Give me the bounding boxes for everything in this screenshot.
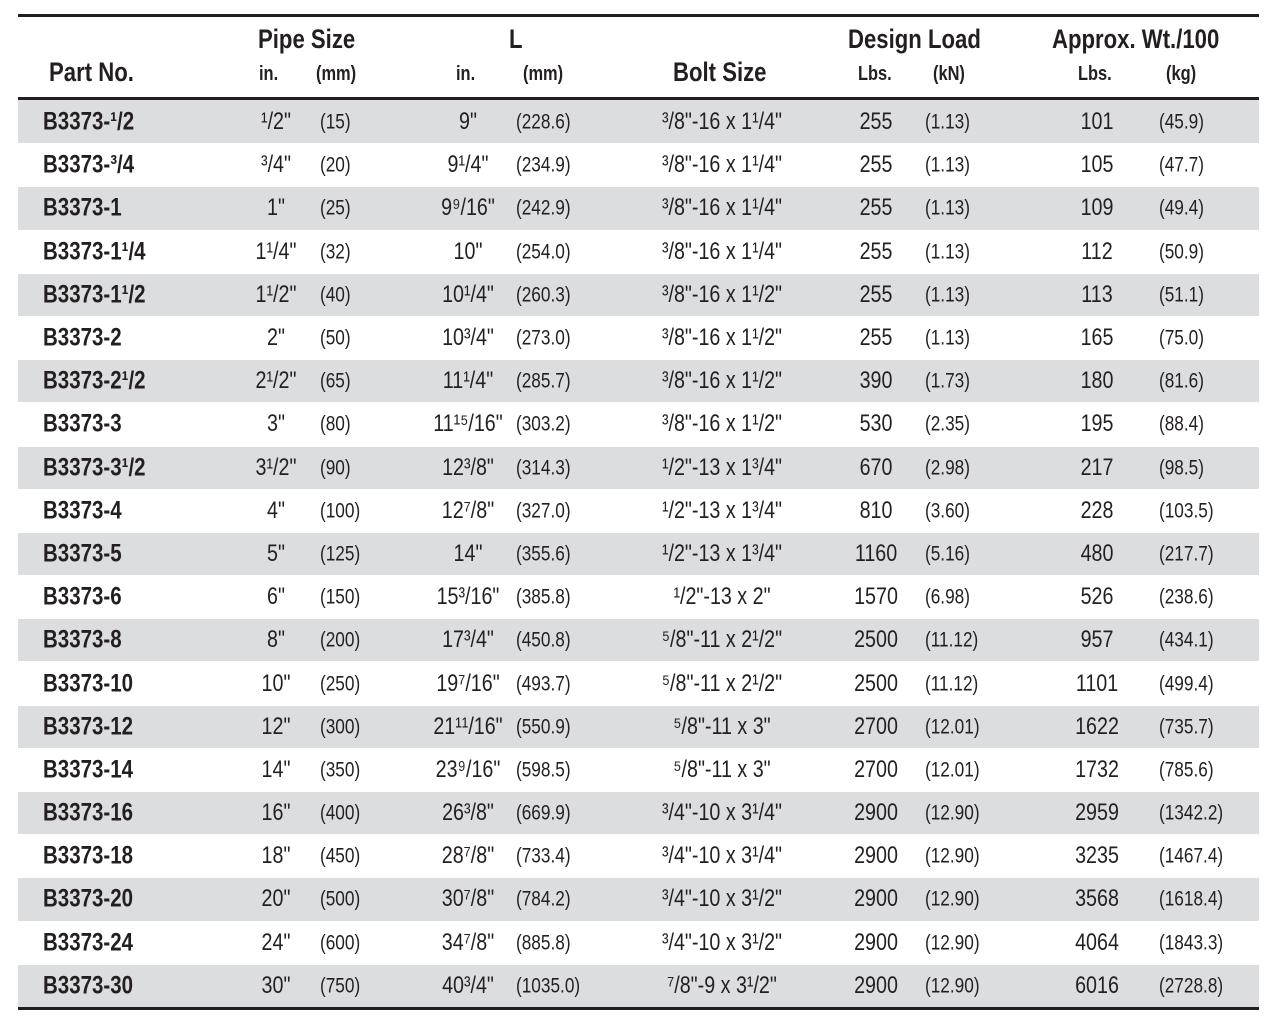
table-row (18, 402, 1259, 445)
cell-part-no: B3373-12 (43, 712, 134, 741)
cell-load-lbs: 255 (859, 324, 893, 352)
cell-l-in: 12³/8" (442, 453, 494, 481)
table-row (18, 877, 1259, 920)
cell-l-in: 12⁷/8" (441, 496, 495, 524)
cell-load-kn: (12.01) (925, 758, 980, 782)
cell-l-mm: (450.8) (516, 628, 571, 652)
cell-pipe-in: 12" (261, 712, 291, 740)
header-load-kn: (kN) (933, 63, 965, 85)
table-row (18, 618, 1259, 661)
cell-load-lbs: 255 (859, 280, 893, 308)
cell-l-mm: (598.5) (516, 758, 571, 782)
cell-pipe-mm: (500) (320, 887, 361, 911)
cell-wt-kg: (49.4) (1159, 196, 1204, 220)
cell-pipe-in: 1¹/2" (255, 280, 297, 308)
cell-wt-kg: (1342.2) (1159, 801, 1224, 825)
cell-load-kn: (1.13) (925, 110, 970, 134)
cell-wt-kg: (1843.3) (1159, 931, 1224, 955)
cell-load-kn: (12.90) (925, 844, 980, 868)
cell-wt-lbs: 112 (1081, 237, 1113, 265)
cell-bolt-size: ⁵/8"-11 x 3" (673, 755, 771, 783)
cell-pipe-in: 1" (267, 194, 285, 222)
cell-wt-kg: (45.9) (1159, 110, 1204, 134)
cell-part-no: B3373-10 (43, 669, 134, 698)
cell-l-in: 30⁷/8" (441, 885, 495, 913)
cell-wt-lbs: 957 (1080, 626, 1114, 654)
cell-part-no: B3373-2 (43, 323, 122, 352)
cell-load-kn: (11.12) (925, 628, 979, 652)
table-row (18, 705, 1259, 748)
cell-load-lbs: 530 (859, 410, 893, 438)
cell-load-kn: (6.98) (925, 585, 970, 609)
cell-part-no: B3373-1¹/4 (43, 237, 146, 266)
cell-wt-kg: (434.1) (1159, 628, 1214, 652)
cell-wt-lbs: 228 (1080, 496, 1114, 524)
cell-load-kn: (1.13) (925, 196, 970, 220)
table-row (18, 100, 1259, 143)
cell-bolt-size: ⁵/8"-11 x 2¹/2" (661, 669, 783, 697)
cell-part-no: B3373-3 (43, 409, 122, 438)
cell-part-no: B3373-18 (43, 841, 134, 870)
cell-pipe-mm: (40) (320, 283, 351, 307)
cell-wt-lbs: 109 (1080, 194, 1114, 222)
cell-l-in: 10¹/4" (442, 280, 494, 308)
cell-wt-lbs: 217 (1080, 453, 1114, 481)
cell-bolt-size: ⁵/8"-11 x 2¹/2" (661, 626, 783, 654)
cell-bolt-size: ³/8"-16 x 1¹/4" (661, 107, 783, 135)
cell-wt-lbs: 165 (1080, 324, 1114, 352)
cell-l-mm: (355.6) (516, 542, 571, 566)
cell-l-mm: (493.7) (516, 672, 571, 696)
cell-l-in: 9" (459, 107, 477, 135)
cell-load-lbs: 2900 (854, 971, 898, 999)
cell-pipe-in: 2" (267, 324, 285, 352)
cell-bolt-size: ¹/2"-13 x 1³/4" (661, 539, 783, 567)
header-weight: Approx. Wt./100 (1052, 24, 1220, 54)
cell-l-mm: (242.9) (516, 196, 571, 220)
cell-wt-lbs: 6016 (1075, 971, 1119, 999)
cell-pipe-mm: (200) (320, 628, 361, 652)
table-row (18, 748, 1259, 791)
cell-l-in: 9⁹/16" (441, 194, 495, 222)
cell-part-no: B3373-16 (43, 798, 134, 827)
cell-l-mm: (260.3) (516, 283, 571, 307)
cell-l-in: 34⁷/8" (441, 928, 495, 956)
cell-wt-kg: (238.6) (1159, 585, 1214, 609)
header-pipe-size: Pipe Size (258, 24, 356, 54)
cell-wt-lbs: 3568 (1075, 885, 1119, 913)
cell-pipe-in: ³/4" (261, 151, 291, 179)
cell-pipe-in: ¹/2" (261, 107, 291, 135)
cell-part-no: B3373-5 (43, 539, 122, 568)
cell-load-lbs: 255 (859, 237, 893, 265)
cell-load-kn: (12.90) (925, 974, 980, 998)
cell-l-in: 19⁷/16" (436, 669, 500, 697)
cell-load-kn: (3.60) (925, 499, 970, 523)
cell-pipe-mm: (600) (320, 931, 361, 955)
cell-l-mm: (1035.0) (516, 974, 581, 998)
cell-load-lbs: 390 (859, 367, 893, 395)
cell-pipe-mm: (20) (320, 153, 351, 177)
cell-bolt-size: ⁵/8"-11 x 3" (673, 712, 771, 740)
cell-pipe-in: 14" (261, 755, 291, 783)
cell-load-kn: (12.90) (925, 931, 980, 955)
cell-pipe-in: 6" (267, 583, 285, 611)
header-l: L (509, 24, 523, 54)
cell-bolt-size: ³/8"-16 x 1¹/2" (661, 367, 783, 395)
table-row (18, 186, 1259, 229)
cell-part-no: B3373-2¹/2 (43, 366, 146, 395)
cell-wt-kg: (88.4) (1159, 412, 1204, 436)
cell-load-kn: (1.13) (925, 240, 970, 264)
cell-l-in: 21¹¹/16" (433, 712, 503, 740)
cell-bolt-size: ³/4"-10 x 3¹/2" (661, 928, 783, 956)
table-row (18, 359, 1259, 402)
cell-l-mm: (254.0) (516, 240, 571, 264)
cell-bolt-size: ¹/2"-13 x 1³/4" (661, 453, 783, 481)
cell-pipe-mm: (125) (320, 542, 361, 566)
cell-wt-kg: (2728.8) (1159, 974, 1224, 998)
cell-part-no: B3373-30 (43, 971, 134, 1000)
table-row (18, 446, 1259, 489)
cell-wt-kg: (103.5) (1159, 499, 1214, 523)
cell-part-no: B3373-20 (43, 884, 134, 913)
cell-l-mm: (234.9) (516, 153, 571, 177)
cell-bolt-size: ³/8"-16 x 1¹/2" (661, 324, 783, 352)
cell-l-mm: (385.8) (516, 585, 571, 609)
cell-wt-lbs: 113 (1081, 280, 1113, 308)
cell-pipe-in: 24" (261, 928, 291, 956)
header-l-in: in. (456, 63, 476, 85)
header-pipe-mm: (mm) (316, 63, 357, 85)
table-row (18, 532, 1259, 575)
table-row (18, 230, 1259, 273)
cell-l-mm: (733.4) (516, 844, 571, 868)
cell-part-no: B3373-¹/2 (43, 107, 135, 136)
cell-wt-lbs: 195 (1080, 410, 1114, 438)
table-row (18, 964, 1259, 1007)
cell-load-lbs: 810 (859, 496, 893, 524)
cell-l-mm: (669.9) (516, 801, 571, 825)
cell-load-lbs: 2900 (854, 885, 898, 913)
cell-pipe-mm: (25) (320, 196, 351, 220)
cell-load-kn: (1.13) (925, 283, 970, 307)
cell-wt-lbs: 526 (1080, 583, 1114, 611)
cell-load-kn: (1.73) (925, 369, 970, 393)
cell-wt-lbs: 480 (1080, 539, 1114, 567)
cell-pipe-mm: (150) (320, 585, 361, 609)
table-row (18, 834, 1259, 877)
cell-part-no: B3373-1¹/2 (43, 280, 146, 309)
cell-pipe-mm: (350) (320, 758, 361, 782)
cell-load-lbs: 2500 (854, 669, 898, 697)
cell-pipe-in: 3" (267, 410, 285, 438)
cell-load-lbs: 2700 (854, 755, 898, 783)
cell-load-kn: (12.90) (925, 887, 980, 911)
cell-load-lbs: 255 (859, 194, 893, 222)
cell-pipe-in: 3¹/2" (255, 453, 297, 481)
cell-part-no: B3373-3¹/2 (43, 453, 146, 482)
cell-bolt-size: ¹/2"-13 x 1³/4" (661, 496, 783, 524)
cell-pipe-in: 5" (267, 539, 285, 567)
cell-part-no: B3373-6 (43, 582, 122, 611)
cell-pipe-mm: (750) (320, 974, 361, 998)
cell-wt-lbs: 180 (1080, 367, 1114, 395)
cell-load-kn: (2.35) (925, 412, 970, 436)
cell-l-mm: (885.8) (516, 931, 571, 955)
cell-wt-lbs: 105 (1080, 151, 1114, 179)
cell-pipe-in: 18" (261, 842, 291, 870)
cell-bolt-size: ³/8"-16 x 1¹/2" (661, 410, 783, 438)
cell-pipe-mm: (400) (320, 801, 361, 825)
cell-part-no: B3373-24 (43, 928, 134, 957)
table-row (18, 575, 1259, 618)
cell-wt-kg: (785.6) (1159, 758, 1214, 782)
cell-l-mm: (784.2) (516, 887, 571, 911)
cell-part-no: B3373-8 (43, 625, 122, 654)
cell-bolt-size: ³/4"-10 x 3¹/4" (661, 842, 783, 870)
cell-l-in: 11¹⁵/16" (433, 410, 503, 438)
cell-pipe-mm: (65) (320, 369, 351, 393)
cell-l-in: 26³/8" (442, 799, 494, 827)
cell-l-in: 17³/4" (442, 626, 494, 654)
cell-pipe-mm: (450) (320, 844, 361, 868)
table-row (18, 316, 1259, 359)
header-wt-kg: (kg) (1166, 63, 1197, 85)
cell-wt-lbs: 3235 (1075, 842, 1119, 870)
cell-part-no: B3373-1 (43, 193, 122, 222)
cell-pipe-in: 2¹/2" (255, 367, 297, 395)
cell-l-in: 15³/16" (436, 583, 500, 611)
cell-wt-kg: (75.0) (1159, 326, 1204, 350)
cell-l-in: 10³/4" (442, 324, 494, 352)
table-header (18, 17, 1259, 100)
cell-pipe-mm: (80) (320, 412, 351, 436)
cell-wt-kg: (47.7) (1159, 153, 1204, 177)
cell-bolt-size: ⁷/8"-9 x 3¹/2" (667, 971, 777, 999)
table-row (18, 489, 1259, 532)
header-pipe-in: in. (259, 63, 279, 85)
cell-wt-kg: (1618.4) (1159, 887, 1224, 911)
cell-wt-kg: (51.1) (1159, 283, 1204, 307)
cell-load-lbs: 255 (859, 151, 893, 179)
cell-pipe-in: 4" (267, 496, 285, 524)
cell-bolt-size: ³/8"-16 x 1¹/4" (661, 194, 783, 222)
cell-l-in: 9¹/4" (447, 151, 489, 179)
cell-part-no: B3373-4 (43, 496, 122, 525)
cell-wt-lbs: 1732 (1075, 755, 1119, 783)
cell-wt-lbs: 101 (1080, 107, 1114, 135)
cell-wt-lbs: 4064 (1075, 928, 1119, 956)
header-l-mm: (mm) (523, 63, 564, 85)
table-row (18, 273, 1259, 316)
cell-wt-lbs: 2959 (1075, 799, 1119, 827)
spec-table (18, 14, 1259, 1010)
table-body (18, 100, 1259, 1007)
cell-l-mm: (314.3) (516, 456, 571, 480)
header-design-load: Design Load (848, 24, 981, 54)
cell-pipe-in: 8" (267, 626, 285, 654)
cell-wt-kg: (50.9) (1159, 240, 1204, 264)
cell-pipe-mm: (32) (320, 240, 351, 264)
cell-wt-kg: (499.4) (1159, 672, 1214, 696)
cell-load-lbs: 2900 (854, 928, 898, 956)
cell-wt-kg: (81.6) (1159, 369, 1204, 393)
cell-pipe-in: 1¹/4" (255, 237, 297, 265)
cell-pipe-in: 10" (261, 669, 291, 697)
cell-pipe-mm: (50) (320, 326, 351, 350)
cell-wt-lbs: 1622 (1075, 712, 1119, 740)
cell-pipe-in: 30" (261, 971, 291, 999)
cell-wt-kg: (1467.4) (1159, 844, 1224, 868)
cell-load-kn: (1.13) (925, 153, 970, 177)
table-row (18, 791, 1259, 834)
cell-part-no: B3373-14 (43, 755, 134, 784)
cell-wt-kg: (98.5) (1159, 456, 1204, 480)
cell-load-lbs: 2500 (854, 626, 898, 654)
table-row (18, 921, 1259, 964)
cell-pipe-mm: (250) (320, 672, 361, 696)
cell-pipe-in: 16" (261, 799, 291, 827)
cell-load-kn: (11.12) (925, 672, 979, 696)
cell-l-in: 23⁹/16" (435, 755, 501, 783)
table-row (18, 143, 1259, 186)
cell-pipe-mm: (90) (320, 456, 351, 480)
cell-l-in: 14" (453, 539, 483, 567)
cell-load-lbs: 1160 (854, 539, 898, 567)
cell-pipe-mm: (300) (320, 715, 361, 739)
cell-bolt-size: ³/4"-10 x 3¹/4" (661, 799, 783, 827)
cell-l-in: 10" (453, 237, 483, 265)
cell-load-lbs: 2900 (854, 842, 898, 870)
header-load-lbs: Lbs. (858, 63, 892, 85)
cell-load-lbs: 255 (859, 107, 893, 135)
table-row (18, 661, 1259, 704)
cell-l-in: 40³/4" (442, 971, 494, 999)
cell-l-mm: (303.2) (516, 412, 571, 436)
cell-bolt-size: ³/4"-10 x 3¹/2" (661, 885, 783, 913)
cell-l-in: 28⁷/8" (441, 842, 495, 870)
cell-load-lbs: 1570 (854, 583, 898, 611)
cell-l-mm: (327.0) (516, 499, 571, 523)
cell-load-kn: (12.01) (925, 715, 980, 739)
header-part-no: Part No. (49, 57, 134, 87)
cell-wt-kg: (735.7) (1159, 715, 1214, 739)
cell-bolt-size: ³/8"-16 x 1¹/4" (661, 151, 783, 179)
header-wt-lbs: Lbs. (1078, 63, 1112, 85)
cell-l-mm: (273.0) (516, 326, 571, 350)
cell-l-mm: (550.9) (516, 715, 571, 739)
cell-load-kn: (2.98) (925, 456, 970, 480)
cell-l-mm: (228.6) (516, 110, 571, 134)
cell-pipe-mm: (100) (320, 499, 361, 523)
cell-load-kn: (1.13) (925, 326, 970, 350)
cell-bolt-size: ³/8"-16 x 1¹/4" (661, 237, 783, 265)
cell-load-kn: (5.16) (925, 542, 970, 566)
cell-l-in: 11¹/4" (442, 367, 494, 395)
cell-l-mm: (285.7) (516, 369, 571, 393)
cell-load-lbs: 670 (859, 453, 893, 481)
header-bolt-size: Bolt Size (673, 57, 767, 87)
cell-pipe-in: 20" (261, 885, 291, 913)
cell-pipe-mm: (15) (320, 110, 351, 134)
cell-bolt-size: ¹/2"-13 x 2" (673, 583, 771, 611)
cell-bolt-size: ³/8"-16 x 1¹/2" (661, 280, 783, 308)
cell-part-no: B3373-³/4 (43, 150, 135, 179)
cell-wt-lbs: 1101 (1075, 669, 1119, 697)
cell-load-kn: (12.90) (925, 801, 980, 825)
cell-load-lbs: 2700 (854, 712, 898, 740)
cell-wt-kg: (217.7) (1159, 542, 1214, 566)
cell-load-lbs: 2900 (854, 799, 898, 827)
